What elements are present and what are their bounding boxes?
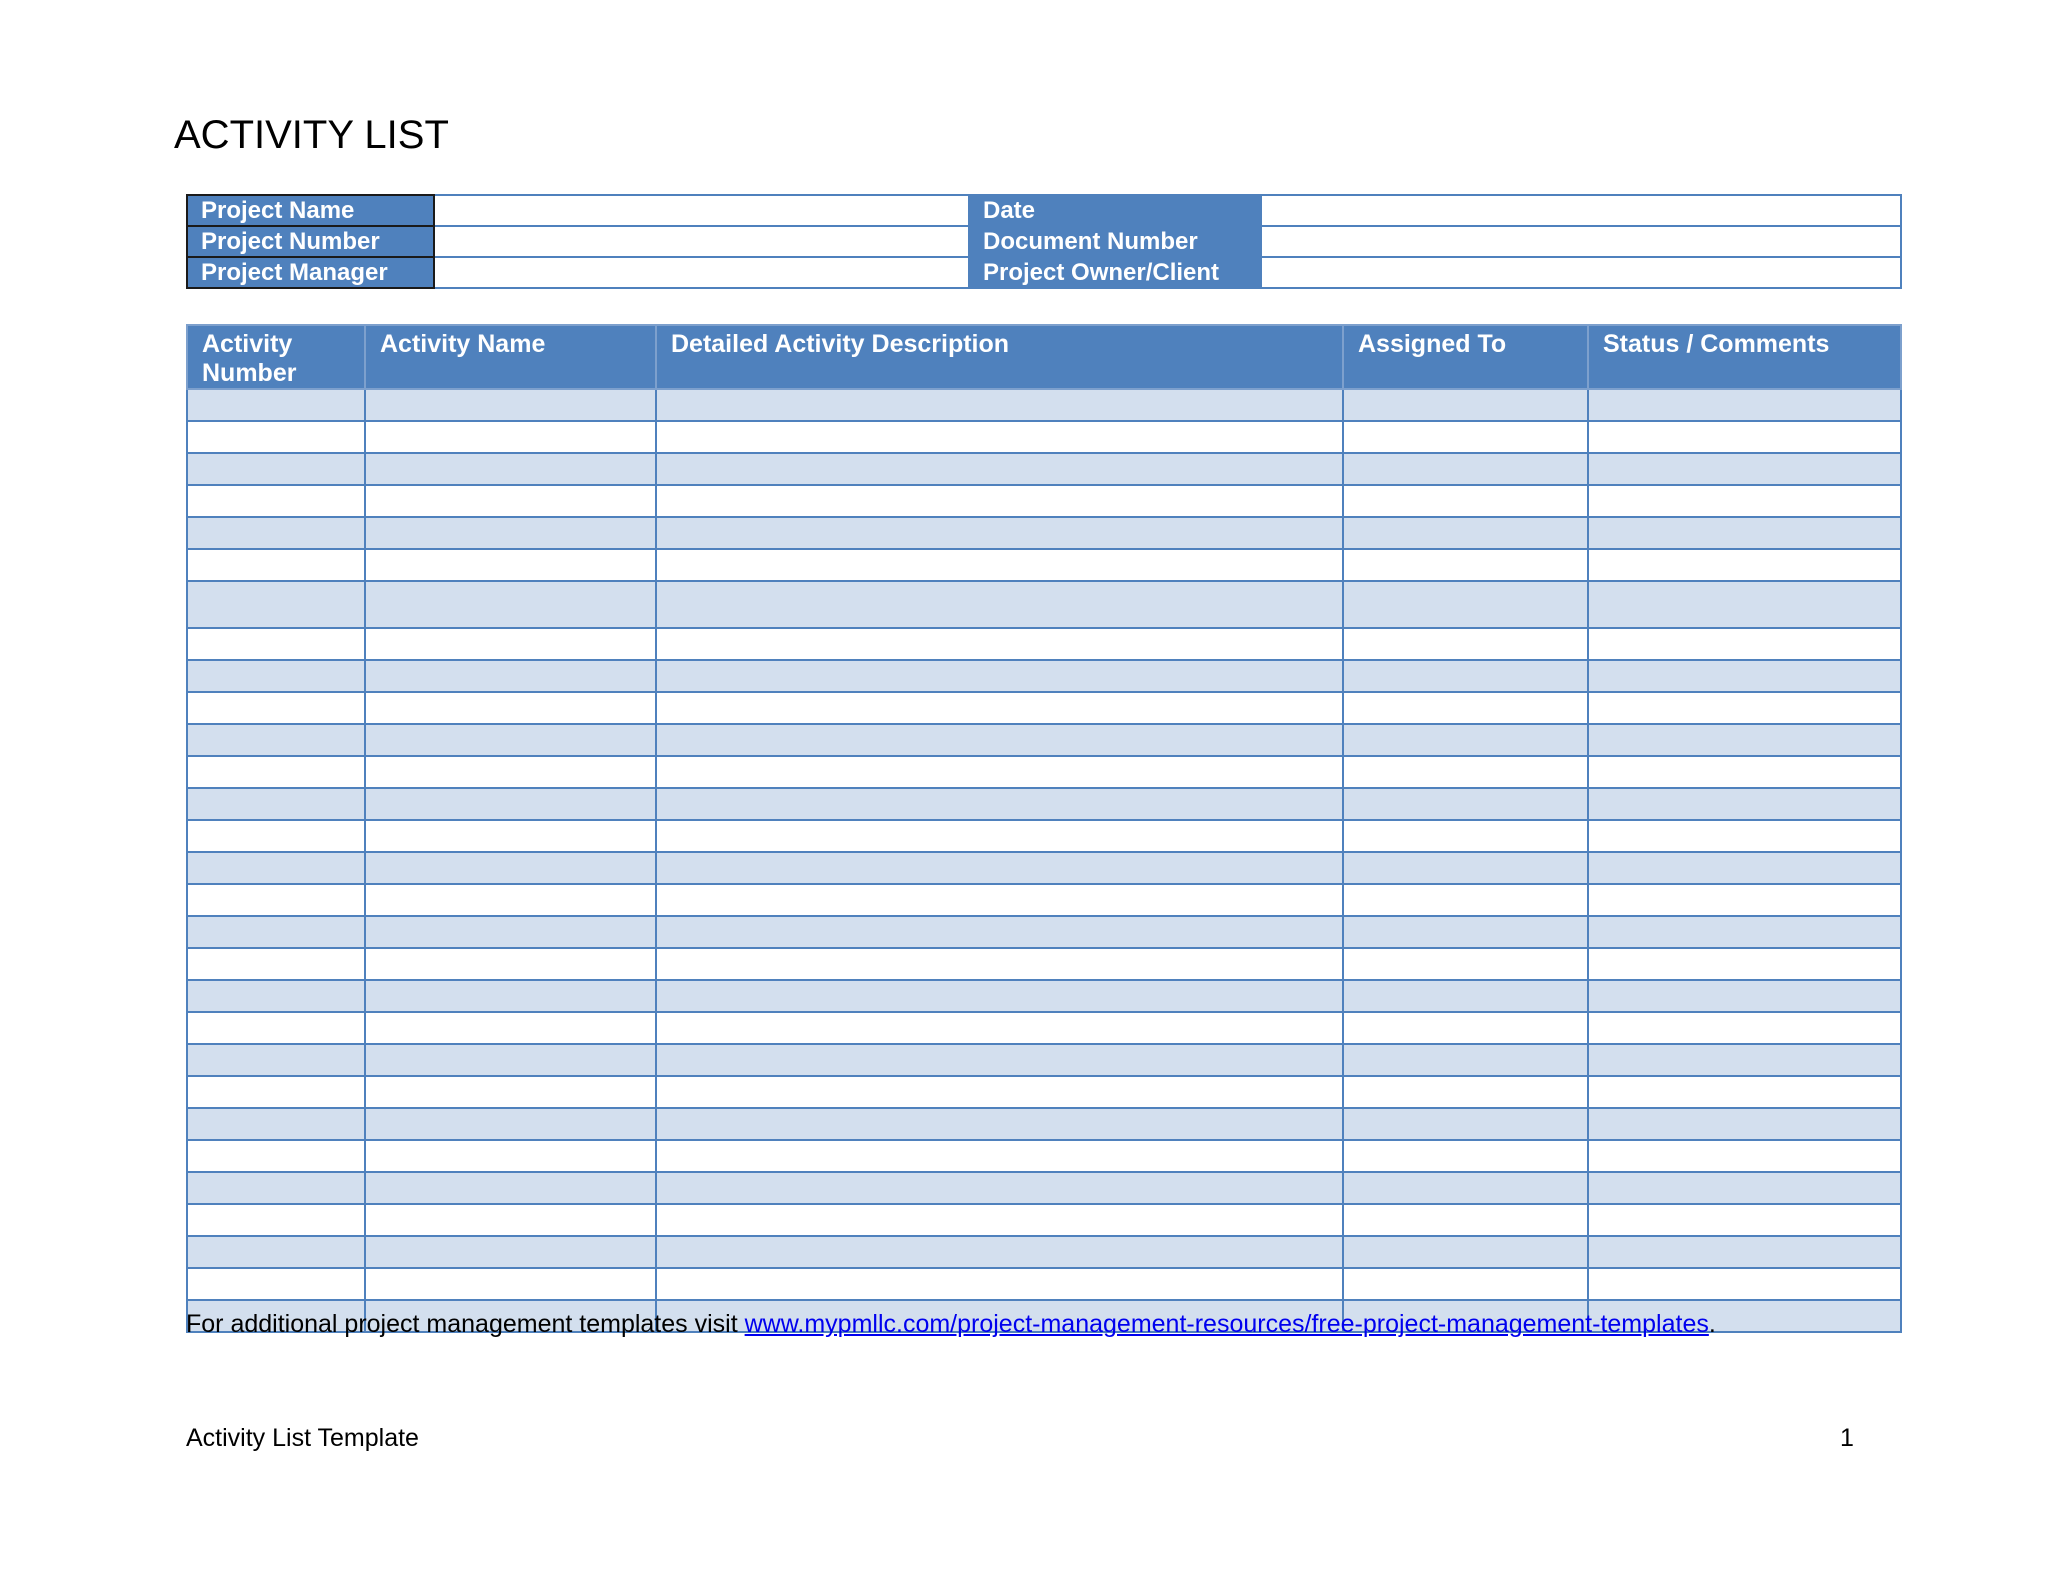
cell-status-comments[interactable] xyxy=(1588,1236,1901,1268)
cell-activity-description[interactable] xyxy=(656,1236,1343,1268)
cell-activity-description[interactable] xyxy=(656,1012,1343,1044)
cell-assigned-to[interactable] xyxy=(1343,948,1588,980)
cell-activity-number[interactable] xyxy=(187,485,365,517)
table-row xyxy=(187,453,1901,485)
cell-activity-name[interactable] xyxy=(365,453,656,485)
cell-activity-name[interactable] xyxy=(365,485,656,517)
cell-status-comments[interactable] xyxy=(1588,1268,1901,1300)
table-row xyxy=(187,1268,1901,1300)
cell-assigned-to[interactable] xyxy=(1343,852,1588,884)
cell-activity-name[interactable] xyxy=(365,1012,656,1044)
table-row xyxy=(187,724,1901,756)
cell-activity-name[interactable] xyxy=(365,1236,656,1268)
cell-assigned-to[interactable] xyxy=(1343,389,1588,421)
footer-note xyxy=(186,1309,1716,1339)
cell-activity-number[interactable] xyxy=(187,1012,365,1044)
table-row xyxy=(187,549,1901,581)
project-name-label: Project Name xyxy=(187,195,434,226)
table-row xyxy=(187,916,1901,948)
table-row xyxy=(187,660,1901,692)
cell-assigned-to[interactable] xyxy=(1343,1076,1588,1108)
cell-status-comments[interactable] xyxy=(1588,1044,1901,1076)
project-manager-field[interactable] xyxy=(434,257,969,288)
cell-activity-description[interactable] xyxy=(656,549,1343,581)
project-info-row xyxy=(187,226,1901,257)
cell-activity-number[interactable] xyxy=(187,1204,365,1236)
cell-activity-number[interactable] xyxy=(187,1044,365,1076)
cell-assigned-to[interactable] xyxy=(1343,884,1588,916)
table-row xyxy=(187,692,1901,724)
cell-activity-description[interactable] xyxy=(656,852,1343,884)
cell-activity-number[interactable] xyxy=(187,628,365,660)
footer-document-label: Activity List Template xyxy=(186,1424,419,1452)
table-row xyxy=(187,1076,1901,1108)
cell-status-comments[interactable] xyxy=(1588,421,1901,453)
table-row xyxy=(187,485,1901,517)
cell-activity-description[interactable] xyxy=(656,916,1343,948)
cell-activity-number[interactable] xyxy=(187,980,365,1012)
cell-status-comments[interactable] xyxy=(1588,1076,1901,1108)
table-row xyxy=(187,517,1901,549)
table-row xyxy=(187,948,1901,980)
cell-activity-description[interactable] xyxy=(656,581,1343,628)
table-row xyxy=(187,421,1901,453)
cell-status-comments[interactable] xyxy=(1588,1108,1901,1140)
cell-status-comments[interactable] xyxy=(1588,453,1901,485)
cell-activity-description[interactable] xyxy=(656,1108,1343,1140)
cell-status-comments[interactable] xyxy=(1588,389,1901,421)
cell-assigned-to[interactable] xyxy=(1343,660,1588,692)
cell-status-comments[interactable] xyxy=(1588,692,1901,724)
table-row xyxy=(187,628,1901,660)
cell-status-comments[interactable] xyxy=(1588,1204,1901,1236)
cell-status-comments[interactable] xyxy=(1588,980,1901,1012)
cell-activity-description[interactable] xyxy=(656,421,1343,453)
cell-assigned-to[interactable] xyxy=(1343,1204,1588,1236)
project-number-label: Project Number xyxy=(187,226,434,257)
cell-activity-number[interactable] xyxy=(187,421,365,453)
cell-status-comments[interactable] xyxy=(1588,756,1901,788)
cell-assigned-to[interactable] xyxy=(1343,980,1588,1012)
cell-activity-name[interactable] xyxy=(365,980,656,1012)
cell-assigned-to[interactable] xyxy=(1343,1236,1588,1268)
cell-activity-number[interactable] xyxy=(187,1268,365,1300)
table-row xyxy=(187,1172,1901,1204)
cell-status-comments[interactable] xyxy=(1588,724,1901,756)
cell-assigned-to[interactable] xyxy=(1343,421,1588,453)
cell-assigned-to[interactable] xyxy=(1343,453,1588,485)
project-owner-field[interactable] xyxy=(1261,257,1901,288)
cell-activity-number[interactable] xyxy=(187,948,365,980)
cell-assigned-to[interactable] xyxy=(1343,628,1588,660)
cell-activity-description[interactable] xyxy=(656,948,1343,980)
cell-activity-description[interactable] xyxy=(656,1268,1343,1300)
cell-activity-name[interactable] xyxy=(365,820,656,852)
cell-activity-name[interactable] xyxy=(365,692,656,724)
cell-assigned-to[interactable] xyxy=(1343,1172,1588,1204)
cell-status-comments[interactable] xyxy=(1588,581,1901,628)
cell-activity-name[interactable] xyxy=(365,517,656,549)
cell-assigned-to[interactable] xyxy=(1343,517,1588,549)
cell-assigned-to[interactable] xyxy=(1343,1268,1588,1300)
cell-activity-number[interactable] xyxy=(187,1236,365,1268)
table-row xyxy=(187,788,1901,820)
cell-activity-description[interactable] xyxy=(656,485,1343,517)
cell-activity-name[interactable] xyxy=(365,1204,656,1236)
cell-status-comments[interactable] xyxy=(1588,485,1901,517)
cell-status-comments[interactable] xyxy=(1588,517,1901,549)
table-row xyxy=(187,581,1901,628)
cell-activity-name[interactable] xyxy=(365,884,656,916)
cell-assigned-to[interactable] xyxy=(1343,916,1588,948)
cell-activity-name[interactable] xyxy=(365,1172,656,1204)
cell-activity-name[interactable] xyxy=(365,756,656,788)
cell-activity-name[interactable] xyxy=(365,724,656,756)
cell-activity-number[interactable] xyxy=(187,1140,365,1172)
cell-activity-number[interactable] xyxy=(187,389,365,421)
cell-activity-name[interactable] xyxy=(365,549,656,581)
project-owner-label: Project Owner/Client xyxy=(969,257,1261,288)
cell-activity-name[interactable] xyxy=(365,1268,656,1300)
cell-activity-number[interactable] xyxy=(187,549,365,581)
cell-activity-number[interactable] xyxy=(187,581,365,628)
cell-status-comments[interactable] xyxy=(1588,549,1901,581)
cell-assigned-to[interactable] xyxy=(1343,485,1588,517)
table-row xyxy=(187,1108,1901,1140)
cell-status-comments[interactable] xyxy=(1588,820,1901,852)
cell-status-comments[interactable] xyxy=(1588,788,1901,820)
table-row xyxy=(187,756,1901,788)
cell-activity-description[interactable] xyxy=(656,1204,1343,1236)
header-activity-name: Activity Name xyxy=(365,325,656,389)
cell-status-comments[interactable] xyxy=(1588,1012,1901,1044)
cell-status-comments[interactable] xyxy=(1588,660,1901,692)
cell-activity-description[interactable] xyxy=(656,724,1343,756)
cell-assigned-to[interactable] xyxy=(1343,692,1588,724)
project-info-table xyxy=(186,194,1902,289)
cell-assigned-to[interactable] xyxy=(1343,1012,1588,1044)
project-manager-label: Project Manager xyxy=(187,257,434,288)
templates-link[interactable]: www.mypmllc.com/project-management-resources/free-project-management-templates xyxy=(744,1310,1709,1338)
project-name-field[interactable] xyxy=(434,195,969,226)
cell-activity-number[interactable] xyxy=(187,852,365,884)
cell-status-comments[interactable] xyxy=(1588,1172,1901,1204)
date-field[interactable] xyxy=(1261,195,1901,226)
cell-activity-name[interactable] xyxy=(365,948,656,980)
cell-status-comments[interactable] xyxy=(1588,916,1901,948)
cell-status-comments[interactable] xyxy=(1588,884,1901,916)
cell-activity-description[interactable] xyxy=(656,1044,1343,1076)
footer-note-text: For additional project management templates visit xyxy=(186,1310,745,1338)
table-row xyxy=(187,884,1901,916)
cell-activity-name[interactable] xyxy=(365,1076,656,1108)
cell-activity-description[interactable] xyxy=(656,980,1343,1012)
table-row xyxy=(187,852,1901,884)
cell-assigned-to[interactable] xyxy=(1343,549,1588,581)
cell-activity-name[interactable] xyxy=(365,628,656,660)
cell-activity-name[interactable] xyxy=(365,788,656,820)
cell-assigned-to[interactable] xyxy=(1343,724,1588,756)
header-assigned-to: Assigned To xyxy=(1343,325,1588,389)
cell-assigned-to[interactable] xyxy=(1343,788,1588,820)
table-row xyxy=(187,1044,1901,1076)
cell-assigned-to[interactable] xyxy=(1343,1044,1588,1076)
cell-assigned-to[interactable] xyxy=(1343,581,1588,628)
cell-activity-description[interactable] xyxy=(656,756,1343,788)
cell-assigned-to[interactable] xyxy=(1343,820,1588,852)
cell-activity-description[interactable] xyxy=(656,1076,1343,1108)
cell-activity-number[interactable] xyxy=(187,692,365,724)
cell-activity-description[interactable] xyxy=(656,660,1343,692)
cell-activity-name[interactable] xyxy=(365,421,656,453)
table-row xyxy=(187,980,1901,1012)
cell-activity-number[interactable] xyxy=(187,756,365,788)
cell-activity-number[interactable] xyxy=(187,1076,365,1108)
cell-activity-description[interactable] xyxy=(656,628,1343,660)
cell-activity-description[interactable] xyxy=(656,788,1343,820)
cell-activity-name[interactable] xyxy=(365,916,656,948)
date-label: Date xyxy=(969,195,1261,226)
activity-table-body xyxy=(187,389,1901,1332)
table-row xyxy=(187,389,1901,421)
header-activity-description: Detailed Activity Description xyxy=(656,325,1343,389)
cell-assigned-to[interactable] xyxy=(1343,1140,1588,1172)
cell-status-comments[interactable] xyxy=(1588,852,1901,884)
cell-activity-name[interactable] xyxy=(365,1140,656,1172)
project-number-field[interactable] xyxy=(434,226,969,257)
cell-activity-number[interactable] xyxy=(187,788,365,820)
activity-table-header xyxy=(187,325,1901,389)
table-row xyxy=(187,1236,1901,1268)
cell-status-comments[interactable] xyxy=(1588,628,1901,660)
header-status-comments: Status / Comments xyxy=(1588,325,1901,389)
table-row xyxy=(187,1204,1901,1236)
table-row xyxy=(187,1012,1901,1044)
cell-status-comments[interactable] xyxy=(1588,948,1901,980)
footer-note-period: . xyxy=(1708,1310,1716,1338)
cell-activity-name[interactable] xyxy=(365,852,656,884)
cell-activity-number[interactable] xyxy=(187,724,365,756)
cell-activity-description[interactable] xyxy=(656,1140,1343,1172)
page-number: 1 xyxy=(1840,1424,1854,1452)
table-row xyxy=(187,1140,1901,1172)
cell-activity-description[interactable] xyxy=(656,1172,1343,1204)
cell-activity-description[interactable] xyxy=(656,389,1343,421)
cell-activity-number[interactable] xyxy=(187,453,365,485)
cell-activity-number[interactable] xyxy=(187,820,365,852)
cell-activity-number[interactable] xyxy=(187,916,365,948)
cell-activity-description[interactable] xyxy=(656,517,1343,549)
cell-status-comments[interactable] xyxy=(1588,1140,1901,1172)
header-activity-number: Activity Number xyxy=(187,325,365,389)
cell-assigned-to[interactable] xyxy=(1343,1108,1588,1140)
cell-activity-number[interactable] xyxy=(187,660,365,692)
cell-activity-description[interactable] xyxy=(656,453,1343,485)
cell-activity-name[interactable] xyxy=(365,389,656,421)
cell-activity-number[interactable] xyxy=(187,884,365,916)
cell-activity-name[interactable] xyxy=(365,1108,656,1140)
table-row xyxy=(187,820,1901,852)
cell-activity-name[interactable] xyxy=(365,660,656,692)
cell-activity-number[interactable] xyxy=(187,517,365,549)
cell-activity-description[interactable] xyxy=(656,820,1343,852)
cell-activity-description[interactable] xyxy=(656,692,1343,724)
document-number-field[interactable] xyxy=(1261,226,1901,257)
cell-assigned-to[interactable] xyxy=(1343,756,1588,788)
cell-activity-name[interactable] xyxy=(365,1044,656,1076)
project-info-row xyxy=(187,257,1901,288)
cell-activity-name[interactable] xyxy=(365,581,656,628)
cell-activity-number[interactable] xyxy=(187,1172,365,1204)
cell-activity-description[interactable] xyxy=(656,884,1343,916)
activity-table xyxy=(186,324,1902,1333)
project-info-row xyxy=(187,195,1901,226)
page-title: ACTIVITY LIST xyxy=(174,113,449,157)
document-number-label: Document Number xyxy=(969,226,1261,257)
cell-activity-number[interactable] xyxy=(187,1108,365,1140)
